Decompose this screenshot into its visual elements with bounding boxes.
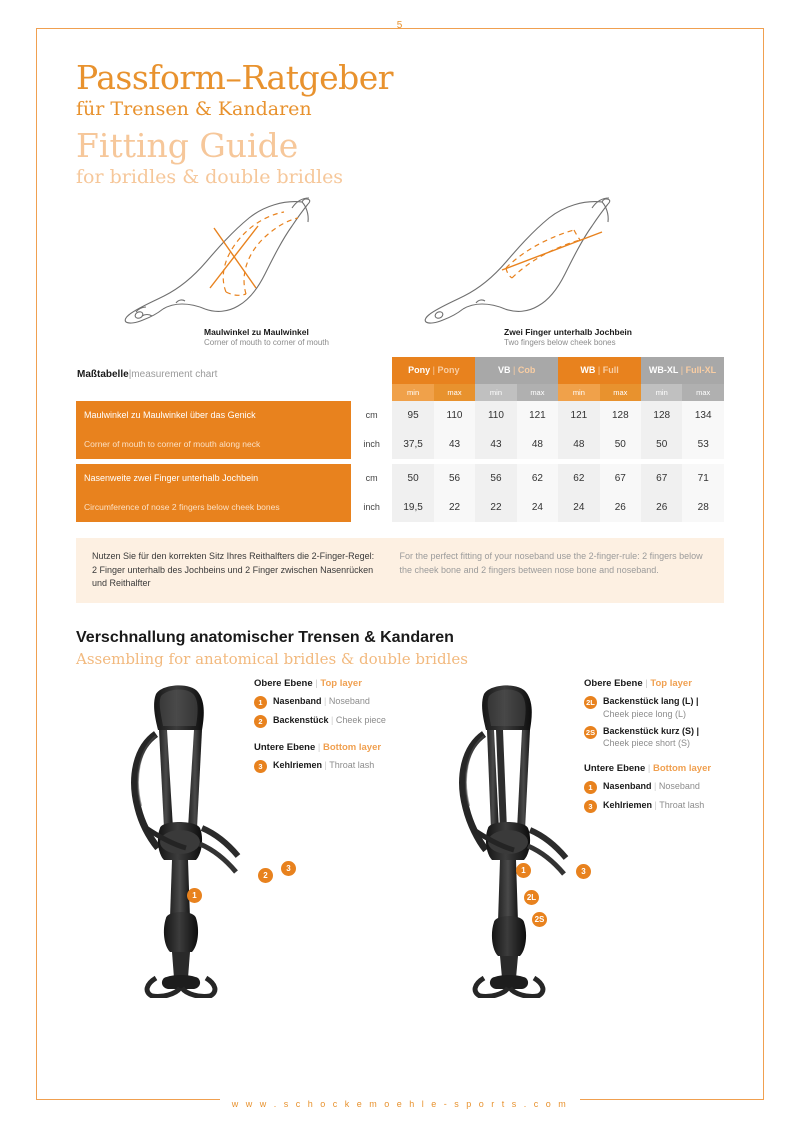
legend-badge-3-right: 3 <box>584 800 597 813</box>
fitting-note-en: For the perfect fitting of your noseband use the 2-finger-rule: 2 fingers below the cheek bone and 2 fingers between nose bone and noseband. <box>399 550 703 575</box>
list-item <box>584 799 744 813</box>
chart-title-en: measurement chart <box>131 368 218 380</box>
chart-minmax-wbxl-min: min <box>641 384 682 401</box>
list-item <box>254 759 404 773</box>
assembling-section <box>76 629 724 1008</box>
diagram-caption-left-en: Corner of mouth to corner of mouth <box>204 337 329 347</box>
row1-label-de: Maulwinkel zu Maulwinkel über das Genick <box>76 401 351 430</box>
legend-label-cheekpiece-de: Backenstück <box>273 715 329 726</box>
list-item <box>584 780 744 794</box>
row2-label-en: Circumference of nose 2 fingers below cheek bones <box>76 493 351 522</box>
size-de-pony: Pony <box>408 365 431 376</box>
legend-heading-bottom-left-sep: | <box>317 742 321 754</box>
row2-imperial-3: 24 <box>517 493 558 522</box>
row1-metric-4: 121 <box>558 401 599 430</box>
row1-metric-2: 110 <box>475 401 516 430</box>
chart-minmax-pony-max: max <box>434 384 475 401</box>
size-de-wbxl: WB-XL <box>648 365 679 376</box>
legend-label-cheekpiece-en: Cheek piece <box>335 715 386 726</box>
chart-size-header-pony <box>392 357 475 384</box>
chart-minmax-vb-min: min <box>475 384 516 401</box>
size-en-vb: Cob <box>517 365 536 376</box>
chart-minmax-wb-min: min <box>558 384 599 401</box>
head-diagrams <box>76 196 724 351</box>
legend-label-noseband-right-de: Nasenband <box>603 780 652 791</box>
row1-metric-6: 128 <box>641 401 682 430</box>
legend-label-throatlash-right-de: Kehlriemen <box>603 799 653 810</box>
callout-badge-3: 3 <box>281 861 296 876</box>
row1-imperial-5: 50 <box>600 430 641 459</box>
legend-group-bottom-layer-right <box>584 763 744 813</box>
legend-heading-bottom-right <box>584 763 744 774</box>
legend-label-throatlash-en: Throat lash <box>329 760 375 771</box>
table-row <box>76 430 724 459</box>
diagram-caption-right-de: Zwei Finger unterhalb Jochbein <box>504 326 632 337</box>
row2-metric-4: 62 <box>558 464 599 493</box>
diagram-caption-left <box>204 327 329 347</box>
row1-imperial-1: 43 <box>434 430 475 459</box>
callout-badge-2: 2 <box>258 868 273 883</box>
list-item <box>584 725 744 749</box>
row1-imperial-3: 48 <box>517 430 558 459</box>
chart-minmax-vb-max: max <box>517 384 558 401</box>
legend-heading-top-right-en: Top layer <box>650 678 692 690</box>
page-title-de: Passform–Ratgeber <box>76 58 394 97</box>
section2-title-en: Assembling for anatomical bridles & double bridles <box>76 650 468 669</box>
callout-badge-2s-right: 2S <box>532 912 547 927</box>
row2-metric-6: 67 <box>641 464 682 493</box>
legend-badge-1: 1 <box>254 696 267 709</box>
list-item <box>254 695 404 709</box>
size-sep-wb: | <box>597 365 601 376</box>
fitting-note-box <box>76 538 724 604</box>
row1-metric-7: 134 <box>682 401 724 430</box>
legend-heading-top-right-de: Obere Ebene <box>584 678 643 690</box>
row2-imperial-5: 26 <box>600 493 641 522</box>
diagram-caption-right-en: Two fingers below cheek bones <box>504 337 616 347</box>
legend-label-cheekpiece-short <box>603 725 699 749</box>
page-subtitle-en: for bridles & double bridles <box>76 165 344 188</box>
list-item <box>254 714 404 728</box>
row2-metric-0: 50 <box>392 464 433 493</box>
measurement-chart <box>76 357 724 522</box>
page-number: 5 <box>0 20 800 31</box>
list-item <box>584 695 744 719</box>
page-subtitle-de: für Trensen & Kandaren <box>76 98 312 121</box>
row1-imperial-6: 50 <box>641 430 682 459</box>
legend-heading-top-right <box>584 678 744 689</box>
legend-label-noseband-sep: | <box>324 696 327 707</box>
row2-label-de: Nasenweite zwei Finger unterhalb Jochbein <box>76 464 351 493</box>
row1-imperial-7: 53 <box>682 430 724 459</box>
chart-minmax-pony-min: min <box>392 384 433 401</box>
size-sep-vb: | <box>513 365 516 376</box>
page-title-en: Fitting Guide <box>76 126 299 166</box>
legend-label-cheekpiece-short-de: Backenstück kurz (S) | <box>603 725 700 736</box>
legend-heading-bottom-left-en: Bottom layer <box>323 742 382 754</box>
legend-snaffle <box>254 678 404 787</box>
row2-imperial-0: 19,5 <box>392 493 433 522</box>
chart-size-header-vb <box>475 357 558 384</box>
row1-unit-imperial: inch <box>351 430 392 459</box>
legend-heading-top-left-sep: | <box>315 678 318 690</box>
size-en-wbxl: Full-XL <box>685 365 717 376</box>
legend-heading-top-left-de: Obere Ebene <box>254 678 313 690</box>
legend-group-top-layer-left <box>254 678 404 728</box>
legend-heading-top-left <box>254 678 404 689</box>
row1-unit-metric: cm <box>351 401 392 430</box>
row1-metric-3: 121 <box>517 401 558 430</box>
size-sep-wbxl: | <box>680 365 684 376</box>
row2-imperial-1: 22 <box>434 493 475 522</box>
size-en-pony: Pony <box>437 365 460 376</box>
legend-label-noseband <box>273 695 370 707</box>
legend-badge-2: 2 <box>254 715 267 728</box>
chart-title-de: Maßtabelle <box>77 368 129 380</box>
callout-badge-3-right: 3 <box>576 864 591 879</box>
legend-badge-1-right: 1 <box>584 781 597 794</box>
horse-head-diagram-mouth-corners <box>106 196 336 331</box>
legend-label-throatlash-right-sep: | <box>654 799 657 810</box>
bridle-photos <box>76 678 724 1008</box>
callout-badge-2l-right: 2L <box>524 890 539 905</box>
section2-title-de: Verschnallung anatomischer Trensen & Kandaren <box>76 629 454 647</box>
chart-title-sep: | <box>128 368 132 380</box>
legend-label-throatlash-right <box>603 799 704 811</box>
legend-label-cheekpiece-long-de: Backenstück lang (L) | <box>603 696 699 707</box>
callout-badge-1: 1 <box>187 888 202 903</box>
diagram-caption-right <box>504 327 632 347</box>
legend-heading-bottom-left <box>254 742 404 753</box>
row2-metric-7: 71 <box>682 464 724 493</box>
legend-heading-bottom-right-en: Bottom layer <box>653 762 712 774</box>
size-sep-pony: | <box>432 365 435 376</box>
row2-imperial-7: 28 <box>682 493 724 522</box>
diagram-caption-left-de: Maulwinkel zu Maulwinkel <box>204 326 309 337</box>
legend-label-throatlash-de: Kehlriemen <box>273 760 323 771</box>
table-row <box>76 401 724 430</box>
row2-metric-3: 62 <box>517 464 558 493</box>
row2-unit-metric: cm <box>351 464 392 493</box>
legend-badge-2s: 2S <box>585 727 596 737</box>
legend-label-cheekpiece-long <box>603 695 699 719</box>
row2-metric-2: 56 <box>475 464 516 493</box>
legend-label-cheekpiece <box>273 714 386 726</box>
row2-imperial-2: 22 <box>475 493 516 522</box>
size-de-wb: WB <box>580 365 596 376</box>
row1-label-en: Corner of mouth to corner of mouth along neck <box>76 430 351 459</box>
horse-head-diagram-cheek-bones <box>406 196 636 331</box>
row1-metric-5: 128 <box>600 401 641 430</box>
legend-label-noseband-en: Noseband <box>328 696 370 707</box>
legend-heading-bottom-right-sep: | <box>647 762 651 774</box>
fitting-note-de: Nutzen Sie für den korrekten Sitz Ihres Reithalfters die 2-Finger-Regel: 2 Finger unterhalb des Jochbeins und 2 Finger zwischen Nasenrücken und Reithalfter <box>92 550 375 589</box>
legend-group-bottom-layer-left <box>254 742 404 773</box>
legend-label-cheekpiece-long-en: Cheek piece long (L) <box>603 708 687 719</box>
row2-metric-1: 56 <box>434 464 475 493</box>
legend-label-noseband-right-en: Noseband <box>658 780 700 791</box>
legend-heading-bottom-left-de: Untere Ebene <box>254 742 316 754</box>
chart-size-header-wb <box>558 357 641 384</box>
callout-badge-1-right: 1 <box>516 863 531 878</box>
row2-unit-imperial: inch <box>351 493 392 522</box>
bridle-photo-snaffle <box>116 678 246 1003</box>
legend-label-noseband-right <box>603 780 700 792</box>
legend-label-cheekpiece-short-en: Cheek piece short (S) <box>603 737 691 748</box>
row1-metric-0: 95 <box>392 401 433 430</box>
legend-label-throatlash-right-en: Throat lash <box>659 799 705 810</box>
row2-imperial-6: 26 <box>641 493 682 522</box>
table-row <box>76 493 724 522</box>
legend-label-noseband-de: Nasenband <box>273 696 322 707</box>
chart-title <box>76 357 392 384</box>
bridle-photo-double <box>444 678 574 1003</box>
size-en-wb: Full <box>602 365 619 376</box>
legend-label-cheekpiece-sep: | <box>331 715 334 726</box>
legend-badge-2l: 2L <box>584 696 597 709</box>
row1-imperial-2: 43 <box>475 430 516 459</box>
legend-label-throatlash <box>273 759 374 771</box>
legend-label-noseband-right-sep: | <box>654 780 657 791</box>
row2-imperial-4: 24 <box>558 493 599 522</box>
legend-heading-top-left-en: Top layer <box>320 678 362 690</box>
legend-group-top-layer-right <box>584 678 744 749</box>
row2-metric-5: 67 <box>600 464 641 493</box>
row1-imperial-4: 48 <box>558 430 599 459</box>
legend-double-bridle <box>584 678 744 827</box>
size-de-vb: VB <box>497 365 511 376</box>
row1-imperial-0: 37,5 <box>392 430 433 459</box>
footer-url[interactable]: w w w . s c h o c k e m o e h l e - s p o r t s . c o m <box>0 1099 800 1109</box>
legend-badge-3: 3 <box>254 760 267 773</box>
legend-heading-bottom-right-de: Untere Ebene <box>584 762 646 774</box>
chart-size-header-wbxl <box>641 357 724 384</box>
page-content <box>76 60 724 1008</box>
chart-minmax-wbxl-max: max <box>682 384 724 401</box>
legend-heading-top-right-sep: | <box>645 678 648 690</box>
chart-minmax-wb-max: max <box>600 384 641 401</box>
legend-label-throatlash-sep: | <box>324 760 327 771</box>
table-row <box>76 464 724 493</box>
row1-metric-1: 110 <box>434 401 475 430</box>
